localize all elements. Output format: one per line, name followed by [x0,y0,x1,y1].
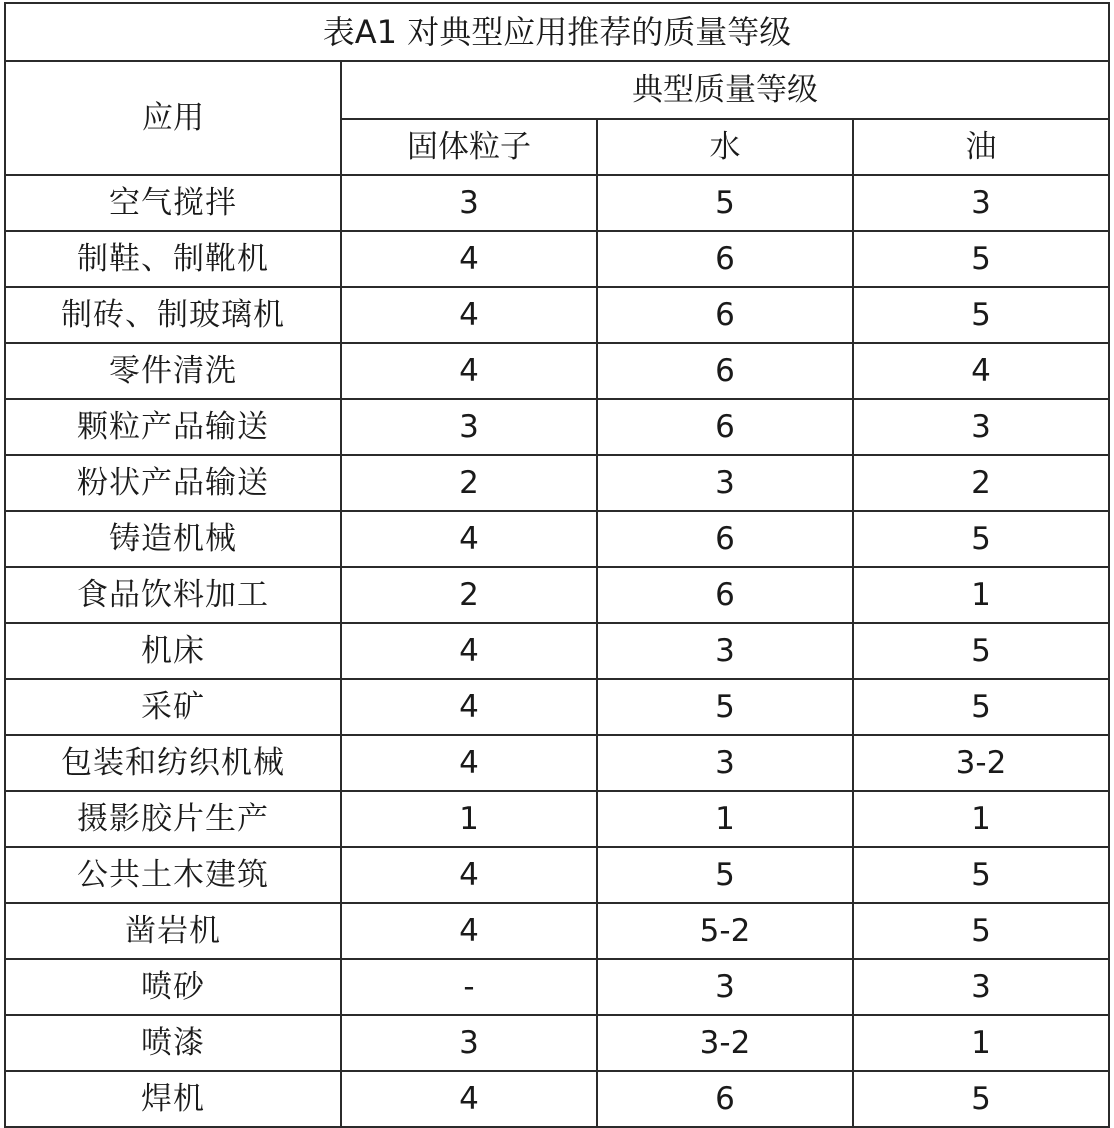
application-cell: 摄影胶片生产 [5,791,341,847]
table-row [5,679,1109,735]
application-cell: 空气搅拌 [5,175,341,231]
header-solid-particles: 固体粒子 [341,119,597,175]
water-grade-cell: 5-2 [597,903,853,959]
table-row [5,1015,1109,1071]
solid-grade-cell: 3 [341,399,597,455]
header-oil: 油 [853,119,1109,175]
application-cell: 公共土木建筑 [5,847,341,903]
solid-grade-cell: 4 [341,847,597,903]
table-body [5,175,1109,1127]
application-cell: 铸造机械 [5,511,341,567]
water-grade-cell: 6 [597,343,853,399]
solid-grade-cell: - [341,959,597,1015]
table-row [5,735,1109,791]
solid-grade-cell: 2 [341,567,597,623]
application-cell: 焊机 [5,1071,341,1127]
table-row [5,231,1109,287]
water-grade-cell: 6 [597,399,853,455]
application-cell: 机床 [5,623,341,679]
table-row [5,847,1109,903]
oil-grade-cell: 1 [853,567,1109,623]
water-grade-cell: 6 [597,511,853,567]
water-grade-cell: 5 [597,175,853,231]
table-row [5,959,1109,1015]
solid-grade-cell: 4 [341,679,597,735]
oil-grade-cell: 5 [853,287,1109,343]
water-grade-cell: 5 [597,679,853,735]
solid-grade-cell: 4 [341,343,597,399]
solid-grade-cell: 4 [341,1071,597,1127]
oil-grade-cell: 5 [853,511,1109,567]
solid-grade-cell: 4 [341,623,597,679]
table-row [5,287,1109,343]
oil-grade-cell: 1 [853,791,1109,847]
solid-grade-cell: 1 [341,791,597,847]
table-row [5,903,1109,959]
oil-grade-cell: 5 [853,1071,1109,1127]
oil-grade-cell: 3 [853,175,1109,231]
oil-grade-cell: 5 [853,903,1109,959]
header-application: 应用 [5,61,341,175]
header-quality-group: 典型质量等级 [341,61,1109,119]
solid-grade-cell: 3 [341,175,597,231]
application-cell: 凿岩机 [5,903,341,959]
water-grade-cell: 6 [597,231,853,287]
water-grade-cell: 6 [597,567,853,623]
oil-grade-cell: 5 [853,623,1109,679]
application-cell: 粉状产品输送 [5,455,341,511]
table-row [5,343,1109,399]
oil-grade-cell: 1 [853,1015,1109,1071]
quality-grade-table [4,2,1110,1128]
application-cell: 零件清洗 [5,343,341,399]
solid-grade-cell: 4 [341,287,597,343]
application-cell: 喷砂 [5,959,341,1015]
application-cell: 颗粒产品输送 [5,399,341,455]
oil-grade-cell: 4 [853,343,1109,399]
application-cell: 制砖、制玻璃机 [5,287,341,343]
table-row [5,623,1109,679]
application-cell: 包装和纺织机械 [5,735,341,791]
table-row [5,1071,1109,1127]
application-cell: 喷漆 [5,1015,341,1071]
water-grade-cell: 6 [597,1071,853,1127]
water-grade-cell: 1 [597,791,853,847]
oil-grade-cell: 3 [853,399,1109,455]
table-caption: 表A1 对典型应用推荐的质量等级 [5,3,1109,61]
water-grade-cell: 3-2 [597,1015,853,1071]
oil-grade-cell: 3-2 [853,735,1109,791]
water-grade-cell: 3 [597,455,853,511]
table-row [5,399,1109,455]
water-grade-cell: 5 [597,847,853,903]
table-row [5,175,1109,231]
application-cell: 制鞋、制靴机 [5,231,341,287]
water-grade-cell: 3 [597,959,853,1015]
oil-grade-cell: 2 [853,455,1109,511]
solid-grade-cell: 4 [341,735,597,791]
oil-grade-cell: 3 [853,959,1109,1015]
solid-grade-cell: 4 [341,231,597,287]
solid-grade-cell: 4 [341,511,597,567]
solid-grade-cell: 2 [341,455,597,511]
oil-grade-cell: 5 [853,231,1109,287]
table-row [5,455,1109,511]
table-row [5,511,1109,567]
water-grade-cell: 3 [597,623,853,679]
solid-grade-cell: 4 [341,903,597,959]
solid-grade-cell: 3 [341,1015,597,1071]
header-water: 水 [597,119,853,175]
application-cell: 采矿 [5,679,341,735]
oil-grade-cell: 5 [853,847,1109,903]
table-row [5,791,1109,847]
oil-grade-cell: 5 [853,679,1109,735]
application-cell: 食品饮料加工 [5,567,341,623]
table-row [5,567,1109,623]
water-grade-cell: 6 [597,287,853,343]
water-grade-cell: 3 [597,735,853,791]
